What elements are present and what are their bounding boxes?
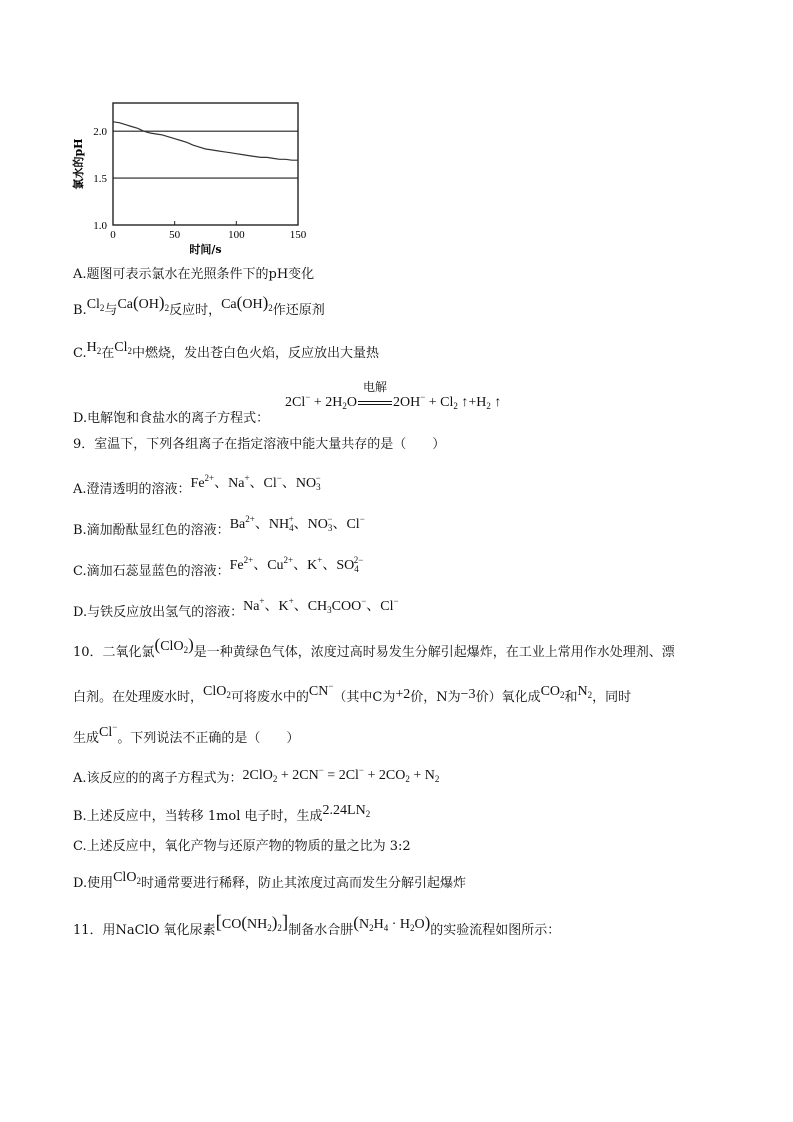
q10-stem-line1: 10．二氧化氯(ClO$_2$)是一种黄绿色气体，浓度过高时易发生分解引起爆炸，在工业上常用作水处理剂、漂 — [73, 635, 675, 660]
q10-option-a: A.该反应的的离子方程式为：$2ClO_2 + 2CN^- = 2Cl^- + 2CO_2 + N_2$ — [73, 765, 440, 786]
plot-frame — [113, 103, 298, 225]
x-tick-label: 150 — [289, 229, 307, 241]
q9-option-d: D.与铁反应放出氢气的溶液：Na+、K+、$CH_3COO^-$、Cl− — [73, 596, 399, 620]
q8-option-a: A.题图可表示氯水在光照条件下的pH变化 — [73, 267, 315, 282]
x-tick-label: 0 — [110, 229, 116, 241]
ph-chart — [70, 95, 320, 265]
electrolysis-equation: $2Cl^- + 2H_2O$ 电解 $2OH^- + Cl_2$ $↑+H_2$ ↑ — [285, 380, 502, 411]
q10-option-b: B.上述反应中，当转移 1mol 电子时，生成$2.24LN_2$ — [73, 803, 371, 824]
x-axis-label: 时间/s — [189, 243, 222, 256]
x-tick-label: 50 — [169, 229, 181, 241]
q8-option-b: $B.Cl_2$与$Ca(OH)_2$反应时，$Ca(OH)_2$作还原剂 — [73, 293, 325, 318]
q10-stem-line3: 生成Cl−。下列说法不正确的是（ ） — [73, 722, 300, 746]
q10-option-d: D.使用ClO$_2$时通常要进行稀释，防止其浓度过高而发生分解引起爆炸 — [73, 870, 466, 891]
q9-option-c: C.滴加石蕊显蓝色的溶液：$Fe^{2+}$、$Cu^{2+}$、K+、$SO_4^{2-}$ — [73, 555, 364, 579]
y-tick-label: 1.5 — [93, 173, 107, 186]
q10-stem-line2: 白剂。在处理废水时，ClO$_2$可将废水中的CN−（其中C为+2价，N为−3价）氧化成$CO_2$和$N_2$，同时 — [73, 681, 632, 705]
ph-line — [113, 122, 298, 160]
q8-option-d: D.电解饱和食盐水的离子方程式： — [73, 411, 270, 426]
y-axis-label: 氯水的pH — [72, 138, 85, 190]
q11-stem: 11．用NaClO 氧化尿素$[CO(NH_2)_2]$制备水合肼$(N_2H_4 \cdot H_2O)$的实验流程如图所示： — [73, 912, 561, 938]
y-tick-label: 2.0 — [93, 126, 107, 139]
q9-option-b: B.滴加酚酞显红色的溶液：$Ba^{2+}$、$NH_4^+$、$NO_3^-$、Cl− — [73, 514, 365, 538]
q9-stem: 9．室温下，下列各组离子在指定溶液中能大量共存的是（ ） — [73, 437, 446, 452]
q8-option-c: $C.H_2$在$Cl_2$中燃烧，发出苍白色火焰，反应放出大量热 — [73, 340, 380, 361]
q10-option-c: C.上述反应中，氧化产物与还原产物的物质的量之比为 3:2 — [73, 839, 411, 854]
electrolysis-condition: 电解 — [362, 380, 387, 394]
q9-option-a: A.澄清透明的溶液：$Fe^{2+}$、Na+、Cl−、$NO_3^-$ — [73, 473, 321, 497]
x-tick-label: 100 — [228, 229, 245, 241]
y-tick-label: 1.0 — [93, 220, 107, 232]
